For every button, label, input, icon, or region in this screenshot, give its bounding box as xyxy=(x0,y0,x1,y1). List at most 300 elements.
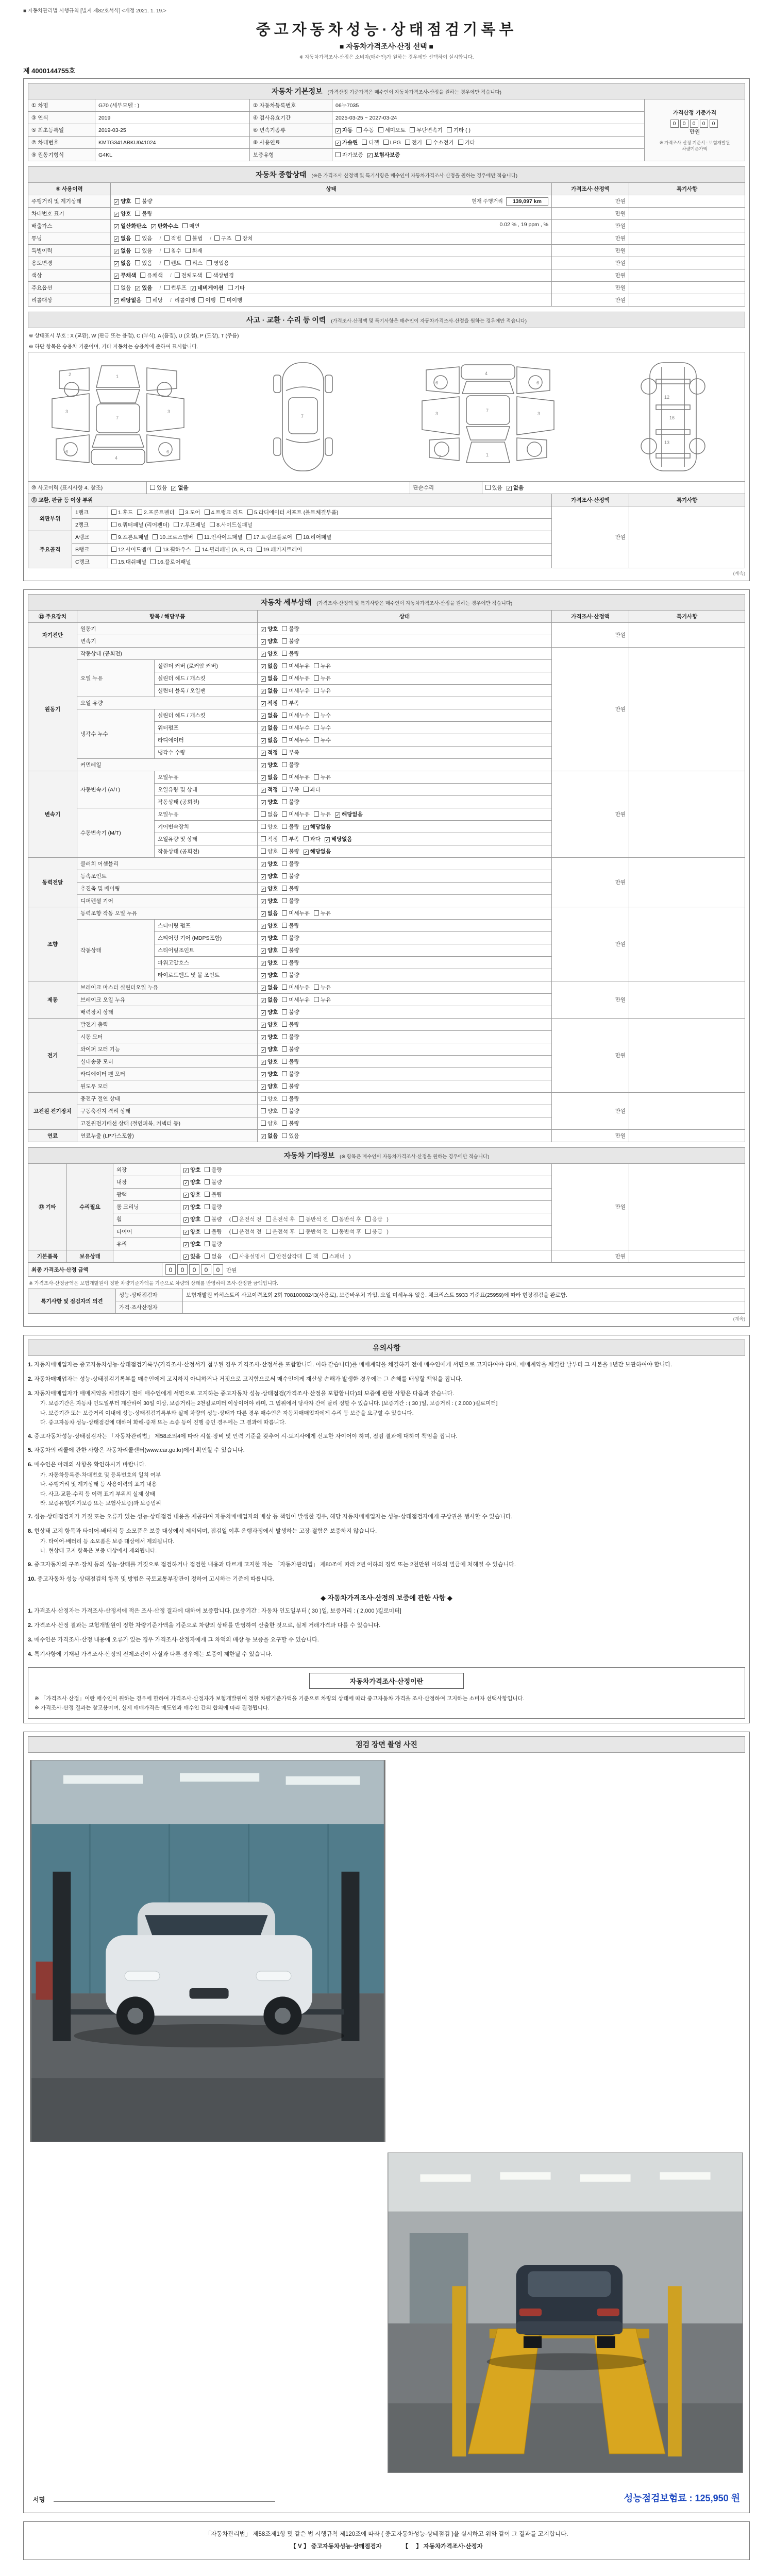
checkbox-checked[interactable] xyxy=(261,736,278,744)
checkbox-checked[interactable] xyxy=(261,662,278,670)
checkbox-checked[interactable] xyxy=(261,1033,278,1041)
checkbox-unchecked[interactable] xyxy=(282,848,299,855)
checkbox-unchecked[interactable] xyxy=(282,1120,299,1127)
status-cell xyxy=(258,771,552,784)
column-header: 특기사항 xyxy=(629,183,745,195)
checkbox-box-icon xyxy=(210,522,215,527)
checkbox-unchecked[interactable] xyxy=(314,674,331,682)
checkbox-label: 누수 xyxy=(320,713,331,719)
checkbox-unchecked[interactable] xyxy=(410,126,443,134)
checkbox-checked[interactable] xyxy=(183,1240,200,1248)
status-cell xyxy=(258,685,552,697)
notice-sub-item: 가. 타이어·배터리 등 소모품은 보증 대상에서 제외됩니다. xyxy=(40,1538,175,1545)
part-label: 실린더 헤드 / 개스킷 xyxy=(155,709,258,722)
checkbox-unchecked[interactable] xyxy=(299,1215,328,1223)
checkbox-unchecked[interactable] xyxy=(282,922,299,929)
checkbox-checked[interactable] xyxy=(335,810,363,818)
checkbox-label: 누유 xyxy=(320,688,331,694)
checkbox-unchecked[interactable] xyxy=(205,1215,222,1223)
checkbox-unchecked[interactable] xyxy=(357,126,374,134)
checkbox-unchecked[interactable] xyxy=(207,259,229,267)
checkbox-box-icon: ✓ xyxy=(261,788,265,793)
checkbox-box-icon xyxy=(153,534,158,539)
simple-repair-label: 단순수리 xyxy=(410,482,482,494)
checkbox-unchecked[interactable] xyxy=(140,272,162,279)
checkbox-checked[interactable] xyxy=(304,823,331,831)
checkbox-unchecked[interactable] xyxy=(383,140,401,146)
checkbox-checked[interactable] xyxy=(335,126,352,134)
checkbox-unchecked[interactable] xyxy=(164,259,181,267)
signature-line[interactable] xyxy=(54,2488,275,2502)
checkbox-label: 부족 xyxy=(289,836,299,842)
checkbox-unchecked[interactable] xyxy=(314,996,331,1004)
checkbox-label: 불량 xyxy=(142,198,153,205)
checkbox-unchecked[interactable] xyxy=(332,1228,362,1235)
checkbox-unchecked[interactable] xyxy=(156,546,191,553)
definition-lines xyxy=(35,1694,738,1714)
checkbox-box-icon: ✓ xyxy=(261,763,265,768)
checkbox-unchecked[interactable] xyxy=(335,151,363,159)
checkbox-checked[interactable] xyxy=(261,786,278,793)
checkbox-label: 양호 xyxy=(267,947,278,954)
device-row xyxy=(28,1093,745,1105)
checkbox-unchecked[interactable] xyxy=(282,625,299,633)
checkbox-unchecked[interactable] xyxy=(282,934,299,942)
row-label: 튜닝 xyxy=(28,232,111,245)
checkbox-box-icon xyxy=(282,997,287,1002)
checkbox-unchecked[interactable] xyxy=(282,823,299,831)
checkbox-box-icon: ✓ xyxy=(172,486,176,491)
checkbox-checked[interactable] xyxy=(183,1252,200,1260)
checkbox-checked[interactable] xyxy=(114,272,136,279)
etc-subgroup-label: 수리필요 xyxy=(67,1164,113,1250)
checkbox-unchecked[interactable] xyxy=(282,885,299,892)
checkbox-checked[interactable] xyxy=(325,835,352,843)
checkbox-box-icon xyxy=(332,1229,338,1234)
checkbox-checked[interactable] xyxy=(261,674,278,682)
checkbox-unchecked[interactable] xyxy=(197,533,243,541)
checkbox-unchecked[interactable] xyxy=(282,835,299,843)
checkbox-checked[interactable] xyxy=(114,296,142,304)
status-cell xyxy=(258,759,552,771)
checkbox-label: 불량 xyxy=(289,960,299,966)
checkbox-unchecked[interactable] xyxy=(232,1228,262,1235)
checkbox-unchecked[interactable] xyxy=(332,1215,362,1223)
checkbox-unchecked[interactable] xyxy=(111,521,170,529)
checkbox-unchecked[interactable] xyxy=(282,773,310,781)
checkbox-unchecked[interactable] xyxy=(195,546,252,553)
etc-row xyxy=(28,1250,745,1263)
row-label: 특별이력 xyxy=(28,245,111,257)
checkbox-unchecked[interactable] xyxy=(282,959,299,967)
item-label: 실내송풍 모터 xyxy=(77,1056,258,1068)
checkbox-unchecked[interactable] xyxy=(111,558,146,566)
device-group-label: 자기진단 xyxy=(28,623,77,648)
checkbox-unchecked[interactable] xyxy=(205,1228,222,1235)
checkbox-unchecked[interactable] xyxy=(282,749,299,756)
checkbox-checked[interactable] xyxy=(261,922,278,929)
notice-sub-item: 다. 사고·교환·수리 등 이력 표기 부위의 실제 상태 xyxy=(40,1490,156,1497)
checkbox-checked[interactable] xyxy=(261,860,278,868)
status-cell xyxy=(111,282,552,294)
checkbox-unchecked[interactable] xyxy=(137,509,174,516)
checkbox-label: 누유 xyxy=(320,675,331,682)
checkbox-checked[interactable] xyxy=(261,1045,278,1053)
checkbox-checked[interactable] xyxy=(183,1166,200,1174)
svg-text:6: 6 xyxy=(65,449,69,454)
checkbox-unchecked[interactable] xyxy=(182,222,199,230)
checkbox-checked[interactable] xyxy=(261,699,278,707)
notice-item xyxy=(28,1512,745,1522)
notice-item-number: 5. xyxy=(28,1447,35,1454)
checkbox-unchecked[interactable] xyxy=(314,711,331,719)
checkbox-checked[interactable] xyxy=(261,1070,278,1078)
svg-text:6: 6 xyxy=(166,449,170,454)
checkbox-label: 1.후드 xyxy=(118,510,133,516)
basic-info-section-title xyxy=(28,83,745,99)
checkbox-unchecked[interactable] xyxy=(186,259,203,267)
checkbox-checked[interactable] xyxy=(261,625,278,633)
checkbox-unchecked[interactable] xyxy=(135,210,152,217)
checkbox-label: 영업용 xyxy=(213,260,229,266)
page-title: 중고자동차성능·상태점검기록부 xyxy=(256,22,517,38)
checkbox-unchecked[interactable] xyxy=(164,247,181,255)
checkbox-unchecked[interactable] xyxy=(282,1132,299,1140)
checkbox-unchecked[interactable] xyxy=(247,509,339,516)
checkbox-box-icon xyxy=(282,849,287,854)
checkbox-box-icon: ✓ xyxy=(261,899,265,904)
checkbox-unchecked[interactable] xyxy=(282,1095,299,1103)
checkbox-unchecked[interactable] xyxy=(282,1021,299,1028)
checkbox-checked[interactable] xyxy=(261,1132,278,1140)
checkbox-unchecked[interactable] xyxy=(314,773,331,781)
group-divider: / xyxy=(170,297,172,303)
device-group-label: 원동기 xyxy=(28,648,77,771)
checkbox-unchecked[interactable] xyxy=(111,509,133,516)
checkbox-unchecked[interactable] xyxy=(282,909,310,917)
checkbox-unchecked[interactable] xyxy=(205,1178,222,1186)
checkbox-unchecked[interactable] xyxy=(114,284,131,292)
checkbox-unchecked[interactable] xyxy=(282,1008,299,1016)
checkbox-checked[interactable] xyxy=(114,197,131,205)
checkbox-unchecked[interactable] xyxy=(282,761,299,769)
checkbox-label: 불량 xyxy=(289,1022,299,1028)
checkbox-checked[interactable] xyxy=(261,1008,278,1016)
checkbox-unchecked[interactable] xyxy=(282,984,310,991)
checkbox-box-icon xyxy=(228,285,233,290)
status-cell xyxy=(111,232,552,245)
checkbox-unchecked[interactable] xyxy=(210,521,253,529)
final-price-table xyxy=(28,1262,745,1277)
checkbox-unchecked[interactable] xyxy=(282,736,310,744)
checkbox-checked[interactable] xyxy=(114,234,131,242)
checkbox-unchecked[interactable] xyxy=(282,711,310,719)
checkbox-unchecked[interactable] xyxy=(205,509,243,516)
checkbox-unchecked[interactable] xyxy=(135,259,152,267)
checkbox-unchecked[interactable] xyxy=(150,558,191,566)
checkbox-checked[interactable] xyxy=(114,247,131,255)
checkbox-checked[interactable] xyxy=(261,959,278,967)
checkbox-unchecked[interactable] xyxy=(296,533,331,541)
checkbox-checked[interactable] xyxy=(191,284,224,292)
checkbox-unchecked[interactable] xyxy=(365,1215,382,1223)
checkbox-checked[interactable] xyxy=(261,909,278,917)
checkbox-label: 수소전기 xyxy=(433,140,454,146)
checkbox-checked[interactable] xyxy=(261,897,278,905)
checkbox-checked[interactable] xyxy=(151,222,179,230)
checkbox-unchecked[interactable] xyxy=(228,284,245,292)
checkbox-unchecked[interactable] xyxy=(282,872,299,880)
checkbox-checked[interactable] xyxy=(261,1082,278,1090)
checkbox-label: 없음 xyxy=(121,235,131,242)
checkbox-unchecked[interactable] xyxy=(232,1252,265,1260)
part-label: 오일누유 xyxy=(155,771,258,784)
checkbox-unchecked[interactable] xyxy=(257,546,302,553)
checkbox-box-icon xyxy=(135,211,140,216)
checkbox-unchecked[interactable] xyxy=(314,736,331,744)
checkbox-unchecked[interactable] xyxy=(405,139,422,146)
status-cell xyxy=(180,1226,552,1238)
row-label: 주행거리 및 계기상태 xyxy=(28,195,111,208)
checkbox-unchecked[interactable] xyxy=(282,674,310,682)
checkbox-unchecked[interactable] xyxy=(365,1228,382,1235)
checkbox-unchecked[interactable] xyxy=(261,1095,278,1103)
checkbox-unchecked[interactable] xyxy=(186,247,203,255)
checkbox-unchecked[interactable] xyxy=(282,946,299,954)
checkbox-unchecked[interactable] xyxy=(378,126,406,134)
checkbox-unchecked[interactable] xyxy=(135,247,152,255)
checkbox-unchecked[interactable] xyxy=(261,810,278,818)
checkbox-unchecked[interactable] xyxy=(314,724,331,732)
checkbox-unchecked[interactable] xyxy=(205,1191,222,1198)
checkbox-unchecked[interactable] xyxy=(282,637,299,645)
checkbox-checked[interactable] xyxy=(261,749,278,756)
checkbox-checked[interactable] xyxy=(261,637,278,645)
checkbox-box-icon xyxy=(335,152,341,157)
checkbox-unchecked[interactable] xyxy=(314,909,331,917)
checkbox-unchecked[interactable] xyxy=(205,1240,222,1248)
checkbox-checked[interactable] xyxy=(261,798,278,806)
checkbox-box-icon xyxy=(261,1096,266,1101)
checkbox-checked[interactable] xyxy=(261,761,278,769)
checkbox-box-icon xyxy=(282,886,287,891)
checkbox-unchecked[interactable] xyxy=(314,810,331,818)
checkbox-checked[interactable] xyxy=(261,971,278,979)
checkbox-unchecked[interactable] xyxy=(314,687,331,694)
checkbox-checked[interactable] xyxy=(135,284,152,292)
checkbox-unchecked[interactable] xyxy=(282,1033,299,1041)
checkbox-unchecked[interactable] xyxy=(282,1045,299,1053)
checkbox-unchecked[interactable] xyxy=(261,848,278,855)
checkbox-unchecked[interactable] xyxy=(282,810,310,818)
checkbox-unchecked[interactable] xyxy=(111,546,152,553)
definition-line: ※ 「가격조사·산정」이란 매수인이 원하는 경우에 한하여 가격조사·산정자가 보험개발원이 정한 차량기준가액을 기준으로 차량의 상태에 따라 중고자동차 가격을 조사·산정하여 고지하는 소비자 선택사항입니다. xyxy=(35,1695,525,1702)
checkbox-checked[interactable] xyxy=(261,773,278,781)
checkbox-box-icon xyxy=(195,547,200,552)
checkbox-unchecked[interactable] xyxy=(323,1252,345,1260)
checkbox-unchecked[interactable] xyxy=(205,1166,222,1174)
checkbox-unchecked[interactable] xyxy=(214,234,231,242)
overall-condition-section-title xyxy=(28,166,745,183)
checkbox-box-icon xyxy=(304,787,309,792)
checkbox-box-icon xyxy=(282,824,287,829)
checkbox-unchecked[interactable] xyxy=(164,234,181,242)
checkbox-unchecked[interactable] xyxy=(362,139,379,146)
checkbox-checked[interactable] xyxy=(183,1228,200,1235)
checkbox-checked[interactable] xyxy=(261,872,278,880)
checkbox-unchecked[interactable] xyxy=(485,484,502,492)
checkbox-unchecked[interactable] xyxy=(236,234,253,242)
guarantee-item-number: 2. xyxy=(28,1622,35,1629)
checkbox-label: 스패너 xyxy=(329,1253,345,1260)
checkbox-checked[interactable] xyxy=(261,996,278,1004)
checkbox-unchecked[interactable] xyxy=(261,1107,278,1115)
checkbox-unchecked[interactable] xyxy=(282,996,310,1004)
checkbox-label: 누유 xyxy=(320,997,331,1003)
checkbox-unchecked[interactable] xyxy=(282,1070,299,1078)
checkbox-unchecked[interactable] xyxy=(261,1120,278,1127)
checkbox-unchecked[interactable] xyxy=(179,509,200,516)
checkbox-unchecked[interactable] xyxy=(153,533,193,541)
checkbox-box-icon xyxy=(410,127,415,132)
basic-info-table xyxy=(28,99,745,161)
checkbox-checked[interactable] xyxy=(261,946,278,954)
checkbox-unchecked[interactable] xyxy=(186,234,203,242)
checkbox-unchecked[interactable] xyxy=(206,272,234,279)
checkbox-checked[interactable] xyxy=(261,711,278,719)
checkbox-unchecked[interactable] xyxy=(261,835,278,843)
checkbox-checked[interactable] xyxy=(183,1178,200,1186)
status-cell xyxy=(180,1250,552,1263)
checkbox-unchecked[interactable] xyxy=(426,139,454,146)
checkbox-label: 누수 xyxy=(320,737,331,743)
checkbox-unchecked[interactable] xyxy=(111,533,148,541)
table-header-row xyxy=(28,183,745,195)
checkbox-checked[interactable] xyxy=(261,885,278,892)
checkbox-checked[interactable] xyxy=(367,151,400,159)
checkbox-checked[interactable] xyxy=(261,1058,278,1065)
checkbox-unchecked[interactable] xyxy=(299,1228,328,1235)
checkbox-checked[interactable] xyxy=(261,687,278,694)
checkbox-unchecked[interactable] xyxy=(282,650,299,657)
checkbox-unchecked[interactable] xyxy=(175,272,203,279)
checkbox-checked[interactable] xyxy=(261,934,278,942)
checkbox-label: 없음 xyxy=(121,248,131,254)
checkbox-checked[interactable] xyxy=(114,210,131,217)
checkbox-unchecked[interactable] xyxy=(205,1252,222,1260)
checkbox-unchecked[interactable] xyxy=(220,296,242,304)
checkbox-unchecked[interactable] xyxy=(314,662,331,670)
checkbox-label: 미세누유 xyxy=(289,811,310,818)
checkbox-label: 해당없음 xyxy=(121,297,142,303)
checkbox-unchecked[interactable] xyxy=(270,1252,303,1260)
checkbox-label: 미세누수 xyxy=(289,713,310,719)
checkbox-unchecked[interactable] xyxy=(282,1082,299,1090)
checkbox-checked[interactable] xyxy=(304,848,331,855)
checkbox-label: 없음 xyxy=(267,910,278,917)
guarantee-item-text: 가격조사·산정자는 가격조사·산정서에 적은 조사·산정 결과에 대하여 보증합니다. [보증기간 : 자동차 인도일부터 ( 30 )일, 보증거리 : ( 2,000 )킬로미터] xyxy=(34,1608,401,1615)
field-label: ⑥ 변속기종류 xyxy=(250,124,332,137)
checkbox-unchecked[interactable] xyxy=(282,1058,299,1065)
checkbox-checked[interactable] xyxy=(183,1191,200,1198)
checkbox-label: 적정 xyxy=(267,700,278,706)
checkbox-unchecked[interactable] xyxy=(282,687,310,694)
item-label: 오일 누유 xyxy=(77,660,155,697)
status-cell xyxy=(258,672,552,685)
state-symbol-legend: ※ 상태표시 부호 : X (교환), W (판금 또는 용접), C (부식), A (흠집), U (요철), P (도장), T (주름) xyxy=(29,333,239,339)
checkbox-unchecked[interactable] xyxy=(458,139,475,146)
checkbox-box-icon xyxy=(282,675,287,681)
checkbox-box-icon: ✓ xyxy=(261,639,265,645)
checkbox-checked[interactable] xyxy=(261,724,278,732)
checkbox-box-icon: ✓ xyxy=(325,837,329,842)
checkbox-checked[interactable] xyxy=(183,1215,200,1223)
checkbox-unchecked[interactable] xyxy=(314,984,331,991)
checkbox-unchecked[interactable] xyxy=(135,234,152,242)
checkbox-unchecked[interactable] xyxy=(146,296,163,304)
checkbox-checked[interactable] xyxy=(171,484,188,492)
checkbox-unchecked[interactable] xyxy=(304,835,321,843)
checkbox-unchecked[interactable] xyxy=(282,662,310,670)
checkbox-checked[interactable] xyxy=(335,139,358,146)
checkbox-label: 누유 xyxy=(320,811,331,818)
checkbox-box-icon xyxy=(111,559,116,564)
checkbox-checked[interactable] xyxy=(261,1021,278,1028)
checkbox-unchecked[interactable] xyxy=(150,484,167,492)
checkbox-unchecked[interactable] xyxy=(304,786,321,793)
checkbox-unchecked[interactable] xyxy=(282,724,310,732)
guarantee-item-number: 1. xyxy=(28,1608,35,1615)
photo-section-title: 점검 장면 촬영 사진 xyxy=(28,1736,745,1753)
checkbox-unchecked[interactable] xyxy=(266,1215,295,1223)
sub-options: ( 운전석 전 운전석 후 동반석 전 동반석 후 응급 ) xyxy=(229,1216,389,1223)
group-divider: / xyxy=(159,235,161,242)
checkbox-unchecked[interactable] xyxy=(282,1107,299,1115)
checkbox-unchecked[interactable] xyxy=(282,699,299,707)
checkbox-unchecked[interactable] xyxy=(246,533,292,541)
checkbox-checked[interactable] xyxy=(261,984,278,991)
checkbox-unchecked[interactable] xyxy=(282,971,299,979)
remark-cell xyxy=(629,269,745,282)
checkbox-unchecked[interactable] xyxy=(306,1252,318,1260)
checkbox-unchecked[interactable] xyxy=(282,786,299,793)
checkbox-checked[interactable] xyxy=(114,259,131,267)
checkbox-unchecked[interactable] xyxy=(198,296,215,304)
checkbox-unchecked[interactable] xyxy=(174,521,206,529)
checkbox-unchecked[interactable] xyxy=(282,860,299,868)
checkbox-checked[interactable] xyxy=(183,1203,200,1211)
checkbox-unchecked[interactable] xyxy=(266,1228,295,1235)
checkbox-unchecked[interactable] xyxy=(261,823,278,831)
checkbox-unchecked[interactable] xyxy=(135,197,152,205)
checkbox-checked[interactable] xyxy=(507,484,524,492)
checkbox-label: 불량 xyxy=(289,638,299,645)
checkbox-unchecked[interactable] xyxy=(205,1203,222,1211)
checkbox-box-icon: ✓ xyxy=(261,998,265,1003)
checkbox-unchecked[interactable] xyxy=(282,897,299,905)
checkbox-unchecked[interactable] xyxy=(447,126,470,134)
checkbox-box-icon: ✓ xyxy=(184,1205,188,1210)
checkbox-unchecked[interactable] xyxy=(232,1215,262,1223)
insurance-fee xyxy=(624,2491,740,2504)
checkbox-checked[interactable] xyxy=(261,650,278,657)
status-cell xyxy=(258,747,552,759)
price-cell: 만원 xyxy=(552,232,629,245)
checkbox-unchecked[interactable] xyxy=(164,284,187,292)
checkbox-unchecked[interactable] xyxy=(282,798,299,806)
checkbox-checked[interactable] xyxy=(114,222,147,230)
status-cell xyxy=(180,1213,552,1226)
